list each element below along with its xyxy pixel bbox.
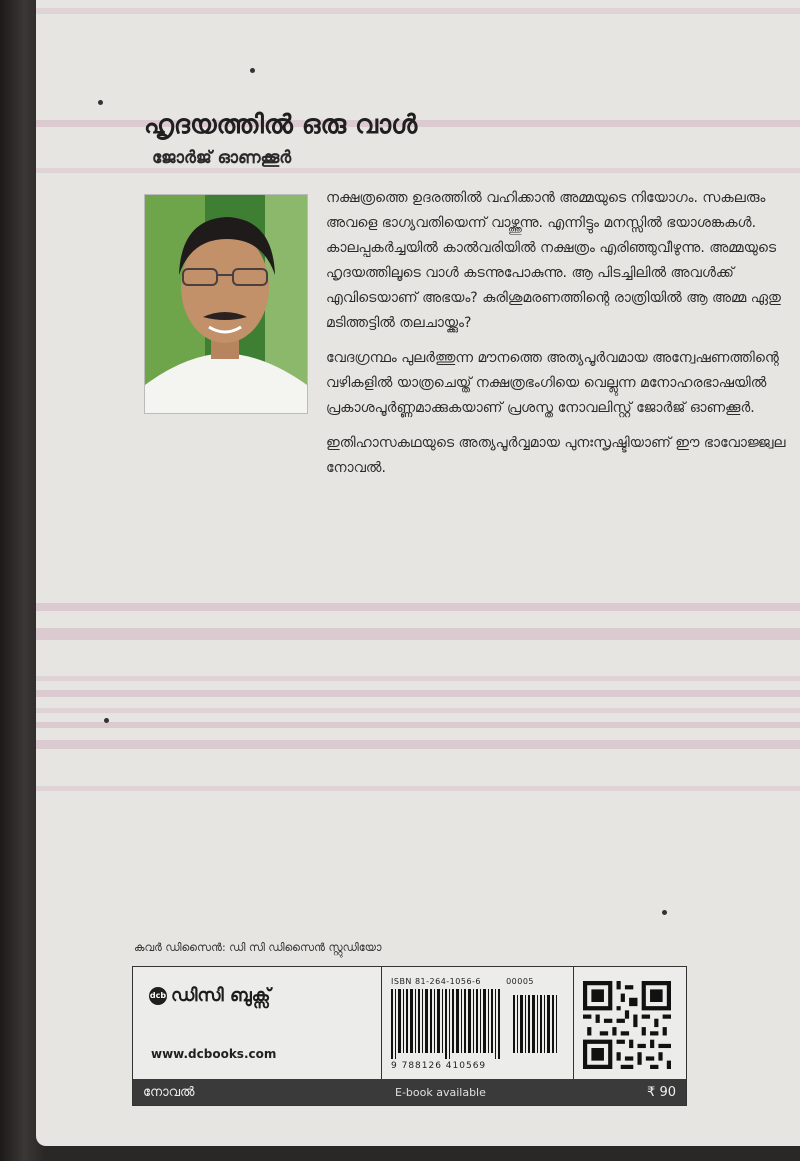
scan-stripe — [36, 690, 800, 697]
isbn-number: ISBN 81-264-1056-6 — [391, 977, 482, 986]
scan-stripe — [36, 168, 800, 173]
publisher-cell — [133, 967, 382, 1105]
speck — [98, 100, 103, 105]
genre-label: നോവൽ — [143, 1084, 195, 1100]
scan-stripe — [36, 722, 800, 728]
genre-band — [133, 1079, 381, 1105]
book-title: ഹൃദയത്തിൽ ഒരു വാൾ — [144, 110, 418, 140]
price-label: ₹ 90 — [647, 1084, 676, 1100]
ean-number: 9 788126 410569 — [391, 1061, 487, 1071]
speck — [104, 718, 109, 723]
publisher-url[interactable]: www.dcbooks.com — [151, 1047, 277, 1061]
book-author: ജോർജ് ഓണക്കൂർ — [152, 148, 292, 168]
price-band — [573, 1079, 686, 1105]
scan-stripe — [36, 8, 800, 14]
barcode-addon: 00005 — [506, 977, 535, 986]
ebook-band — [381, 1079, 573, 1105]
publisher-panel — [132, 966, 687, 1106]
scan-stripe — [36, 603, 800, 611]
publisher-logo — [149, 985, 270, 1006]
blurb-paragraph: വേദഗ്രന്ഥം പുലർത്തുന്ന മൗനത്തെ അത്യപൂർവമായ അന്വേഷണത്തിന്റെ വഴികളിൽ യാത്രചെയ്ത് നക്ഷത്രഭംഗിയെ വെല്ലുന്ന മനോഹരഭാഷയിൽ പ്രകാശപൂർണ്ണമാക്കുകയാണ് പ്രശസ്ത നോവലിസ്റ്റ് ജോർജ് ഓണക്കൂർ. — [326, 350, 779, 416]
cover-design-credit: കവർ ഡിസൈൻ: ഡി സി ഡിസൈൻ സ്റ്റുഡിയോ — [134, 941, 382, 954]
speck — [250, 68, 255, 73]
author-photo — [144, 194, 308, 414]
scan-stripe — [36, 628, 800, 640]
scan-stripe — [36, 676, 800, 681]
scan-stripe — [36, 786, 800, 791]
author-portrait-illustration — [145, 195, 307, 413]
barcode-icon — [391, 989, 563, 1059]
ebook-label: E-book available — [395, 1085, 486, 1099]
dcb-logo-icon: dcb — [149, 987, 167, 1005]
isbn-text — [391, 977, 534, 986]
publisher-name: ഡിസി ബുക്സ് — [171, 985, 271, 1006]
barcode-cell — [381, 967, 574, 1105]
blurb-paragraph: ഇതിഹാസകഥയുടെ അത്യപൂർവ്വമായ പുനഃസൃഷ്ടിയാണ് ഈ ഭാവോജ്ജ്വല നോവൽ. — [326, 435, 786, 476]
speck — [662, 910, 667, 915]
back-cover — [36, 0, 800, 1146]
scan-stripe — [36, 708, 800, 713]
scan-stripe — [36, 740, 800, 749]
qr-code-icon[interactable] — [583, 981, 671, 1069]
qr-cell — [573, 967, 686, 1105]
blurb-paragraph: നക്ഷത്രത്തെ ഉദരത്തിൽ വഹിക്കാൻ അമ്മയുടെ നിയോഗം. സകലരും അവളെ ഭാഗ്യവതിയെന്ന് വാഴ്ത്തുന്നു. എന്നിട്ടും മനസ്സിൽ ഭയാശങ്കകൾ. കാലപ്പകർച്ചയിൽ കാൽവരിയിൽ നക്ഷത്രം എരിഞ്ഞുവീഴുന്നു. അമ്മയുടെ ഹൃദയത്തിലൂടെ വാൾ കടന്നുപോകുന്നു. ആ പിടച്ചിലിൽ അവൾക്ക് എവിടെയാണ് അഭയം? കുരിശുമരണത്തിന്റെ രാത്രിയിൽ ആ അമ്മ ഏതു മടിത്തട്ടിൽ തലചായ്ക്കും? — [326, 190, 781, 331]
blurb — [326, 186, 796, 491]
